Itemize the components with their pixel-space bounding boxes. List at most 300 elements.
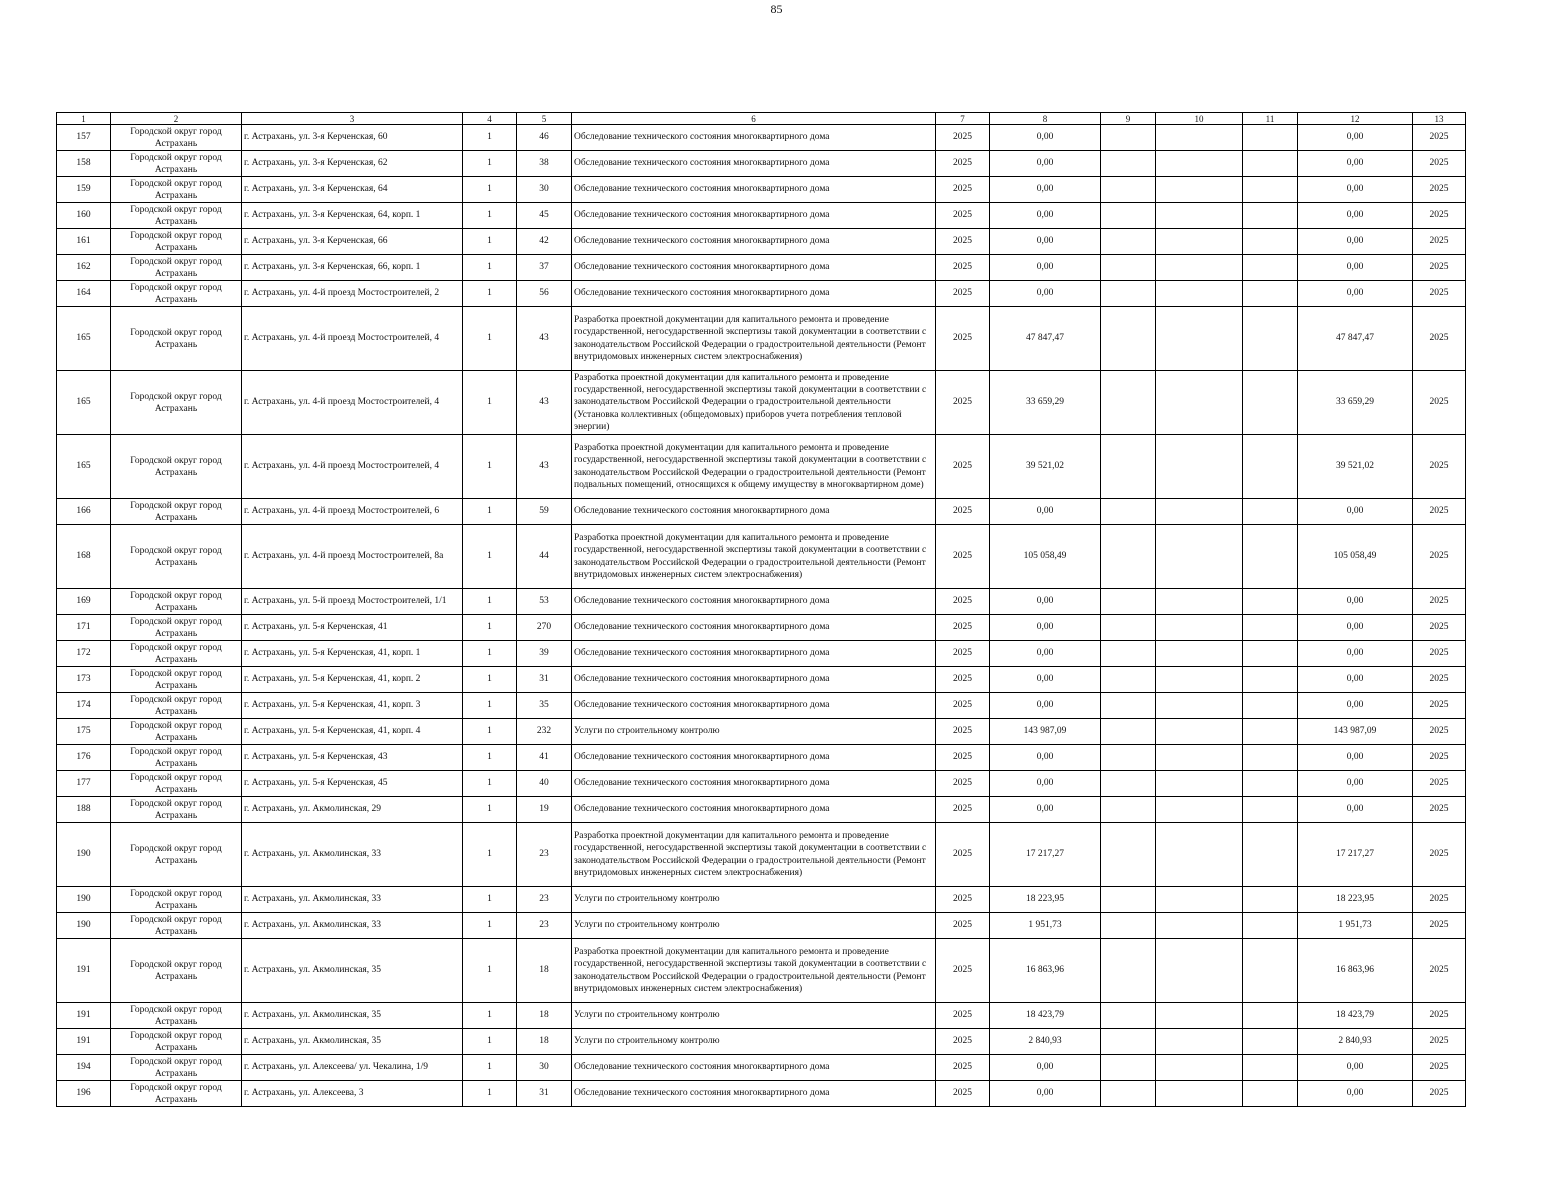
address-cell: г. Астрахань, ул. Акмолинская, 35 [242, 939, 463, 1003]
table-row [57, 1055, 1466, 1081]
cost-cell: 18 223,95 [990, 887, 1101, 913]
cost-cell: 0,00 [990, 589, 1101, 615]
col10-cell [1156, 693, 1243, 719]
col9-cell [1101, 525, 1156, 589]
address-cell: г. Астрахань, ул. 4-й проезд Мостостроителей, 4 [242, 307, 463, 371]
completion-year-cell: 2025 [1413, 151, 1466, 177]
cost-cell: 39 521,02 [990, 435, 1101, 499]
row-number-cell: 161 [57, 229, 111, 255]
table-row [57, 229, 1466, 255]
col9-cell [1101, 499, 1156, 525]
cost-cell: 0,00 [990, 693, 1101, 719]
cost-cell: 0,00 [990, 615, 1101, 641]
col5-cell: 45 [517, 203, 572, 229]
address-cell: г. Астрахань, ул. 4-й проезд Мостостроителей, 2 [242, 281, 463, 307]
column-number-3: 3 [242, 113, 463, 125]
col11-cell [1243, 887, 1298, 913]
address-cell: г. Астрахань, ул. Алексеева/ ул. Чекалина, 1/9 [242, 1055, 463, 1081]
table-row [57, 371, 1466, 435]
total-cost-cell: 0,00 [1298, 177, 1413, 203]
col11-cell [1243, 525, 1298, 589]
col5-cell: 53 [517, 589, 572, 615]
row-number-cell: 158 [57, 151, 111, 177]
year-cell: 2025 [936, 307, 990, 371]
address-cell: г. Астрахань, ул. 3-я Керченская, 62 [242, 151, 463, 177]
cost-cell: 0,00 [990, 255, 1101, 281]
column-number-7: 7 [936, 113, 990, 125]
col4-cell: 1 [463, 693, 517, 719]
work-type-cell: Разработка проектной документации для капитального ремонта и проведение государственной, негосударственной экспертизы такой документации в соответствии с законодательством Российской Федерации о градостроительной деятельности (Ремонт внутридомовых инженерных систем электроснабжения) [572, 823, 936, 887]
municipality-cell: Городской округ город Астрахань [111, 615, 242, 641]
column-number-5: 5 [517, 113, 572, 125]
col4-cell: 1 [463, 1029, 517, 1055]
col5-cell: 37 [517, 255, 572, 281]
col5-cell: 18 [517, 1003, 572, 1029]
work-type-cell: Обследование технического состояния многоквартирного дома [572, 1055, 936, 1081]
col9-cell [1101, 693, 1156, 719]
year-cell: 2025 [936, 1003, 990, 1029]
municipality-cell: Городской округ город Астрахань [111, 887, 242, 913]
work-type-cell: Разработка проектной документации для капитального ремонта и проведение государственной, негосударственной экспертизы такой документации в соответствии с законодательством Российской Федерации о градостроительной деятельности (Ремонт внутридомовых инженерных систем электроснабжения) [572, 307, 936, 371]
col10-cell [1156, 771, 1243, 797]
year-cell: 2025 [936, 125, 990, 151]
table-row [57, 1029, 1466, 1055]
col5-cell: 30 [517, 1055, 572, 1081]
completion-year-cell: 2025 [1413, 435, 1466, 499]
col10-cell [1156, 1081, 1243, 1107]
col11-cell [1243, 255, 1298, 281]
municipality-cell: Городской округ город Астрахань [111, 499, 242, 525]
col11-cell [1243, 229, 1298, 255]
total-cost-cell: 0,00 [1298, 589, 1413, 615]
municipality-cell: Городской округ город Астрахань [111, 823, 242, 887]
col5-cell: 23 [517, 913, 572, 939]
col10-cell [1156, 203, 1243, 229]
col5-cell: 18 [517, 939, 572, 1003]
col11-cell [1243, 177, 1298, 203]
address-cell: г. Астрахань, ул. Акмолинская, 33 [242, 913, 463, 939]
work-type-cell: Услуги по строительному контролю [572, 913, 936, 939]
column-number-8: 8 [990, 113, 1101, 125]
municipality-cell: Городской округ город Астрахань [111, 797, 242, 823]
completion-year-cell: 2025 [1413, 667, 1466, 693]
municipality-cell: Городской округ город Астрахань [111, 693, 242, 719]
col4-cell: 1 [463, 745, 517, 771]
column-number-11: 11 [1243, 113, 1298, 125]
row-number-cell: 160 [57, 203, 111, 229]
completion-year-cell: 2025 [1413, 913, 1466, 939]
col9-cell [1101, 589, 1156, 615]
cost-cell: 33 659,29 [990, 371, 1101, 435]
col4-cell: 1 [463, 255, 517, 281]
table-row [57, 281, 1466, 307]
work-type-cell: Обследование технического состояния многоквартирного дома [572, 667, 936, 693]
col4-cell: 1 [463, 125, 517, 151]
col9-cell [1101, 125, 1156, 151]
completion-year-cell: 2025 [1413, 615, 1466, 641]
col4-cell: 1 [463, 307, 517, 371]
municipality-cell: Городской округ город Астрахань [111, 1003, 242, 1029]
work-type-cell: Разработка проектной документации для капитального ремонта и проведение государственной, негосударственной экспертизы такой документации в соответствии с законодательством Российской Федерации о градостроительной деятельности (Ремонт подвальных помещений, относящихся к общему имуществу в многоквартирном доме) [572, 435, 936, 499]
col5-cell: 41 [517, 745, 572, 771]
municipality-cell: Городской округ город Астрахань [111, 125, 242, 151]
year-cell: 2025 [936, 499, 990, 525]
completion-year-cell: 2025 [1413, 823, 1466, 887]
col9-cell [1101, 371, 1156, 435]
municipality-cell: Городской округ город Астрахань [111, 255, 242, 281]
year-cell: 2025 [936, 615, 990, 641]
address-cell: г. Астрахань, ул. 4-й проезд Мостостроителей, 4 [242, 371, 463, 435]
row-number-cell: 162 [57, 255, 111, 281]
table-row [57, 203, 1466, 229]
work-type-cell: Обследование технического состояния многоквартирного дома [572, 229, 936, 255]
cost-cell: 47 847,47 [990, 307, 1101, 371]
col9-cell [1101, 1081, 1156, 1107]
table-row [57, 525, 1466, 589]
work-type-cell: Услуги по строительному контролю [572, 1029, 936, 1055]
work-type-cell: Обследование технического состояния многоквартирного дома [572, 797, 936, 823]
col11-cell [1243, 667, 1298, 693]
address-cell: г. Астрахань, ул. 4-й проезд Мостостроителей, 6 [242, 499, 463, 525]
col10-cell [1156, 939, 1243, 1003]
row-number-cell: 188 [57, 797, 111, 823]
address-cell: г. Астрахань, ул. 5-я Керченская, 41, корп. 1 [242, 641, 463, 667]
col4-cell: 1 [463, 499, 517, 525]
col11-cell [1243, 371, 1298, 435]
col5-cell: 40 [517, 771, 572, 797]
address-cell: г. Астрахань, ул. 5-я Керченская, 43 [242, 745, 463, 771]
total-cost-cell: 143 987,09 [1298, 719, 1413, 745]
total-cost-cell: 0,00 [1298, 797, 1413, 823]
row-number-cell: 165 [57, 371, 111, 435]
year-cell: 2025 [936, 719, 990, 745]
column-number-1: 1 [57, 113, 111, 125]
row-number-cell: 177 [57, 771, 111, 797]
address-cell: г. Астрахань, ул. 5-я Керченская, 41, корп. 3 [242, 693, 463, 719]
year-cell: 2025 [936, 151, 990, 177]
municipality-cell: Городской округ город Астрахань [111, 307, 242, 371]
total-cost-cell: 0,00 [1298, 771, 1413, 797]
col10-cell [1156, 641, 1243, 667]
cost-cell: 0,00 [990, 1055, 1101, 1081]
col4-cell: 1 [463, 151, 517, 177]
municipality-cell: Городской округ город Астрахань [111, 1029, 242, 1055]
completion-year-cell: 2025 [1413, 125, 1466, 151]
row-number-cell: 171 [57, 615, 111, 641]
total-cost-cell: 2 840,93 [1298, 1029, 1413, 1055]
completion-year-cell: 2025 [1413, 693, 1466, 719]
col11-cell [1243, 203, 1298, 229]
work-type-cell: Обследование технического состояния многоквартирного дома [572, 693, 936, 719]
col5-cell: 38 [517, 151, 572, 177]
col10-cell [1156, 823, 1243, 887]
total-cost-cell: 18 423,79 [1298, 1003, 1413, 1029]
col5-cell: 31 [517, 1081, 572, 1107]
cost-cell: 0,00 [990, 667, 1101, 693]
municipality-cell: Городской округ город Астрахань [111, 913, 242, 939]
col11-cell [1243, 939, 1298, 1003]
work-type-cell: Обследование технического состояния многоквартирного дома [572, 745, 936, 771]
row-number-cell: 159 [57, 177, 111, 203]
completion-year-cell: 2025 [1413, 719, 1466, 745]
table-row [57, 615, 1466, 641]
col5-cell: 30 [517, 177, 572, 203]
address-cell: г. Астрахань, ул. Акмолинская, 33 [242, 823, 463, 887]
col5-cell: 59 [517, 499, 572, 525]
col11-cell [1243, 1003, 1298, 1029]
col4-cell: 1 [463, 1081, 517, 1107]
col9-cell [1101, 745, 1156, 771]
col4-cell: 1 [463, 525, 517, 589]
col11-cell [1243, 499, 1298, 525]
col9-cell [1101, 435, 1156, 499]
page-number: 85 [770, 2, 783, 16]
work-type-cell: Разработка проектной документации для капитального ремонта и проведение государственной, негосударственной экспертизы такой документации в соответствии с законодательством Российской Федерации о градостроительной деятельности (Ремонт внутридомовых инженерных систем электроснабжения) [572, 939, 936, 1003]
col10-cell [1156, 887, 1243, 913]
col5-cell: 270 [517, 615, 572, 641]
year-cell: 2025 [936, 203, 990, 229]
col5-cell: 232 [517, 719, 572, 745]
completion-year-cell: 2025 [1413, 229, 1466, 255]
cost-cell: 143 987,09 [990, 719, 1101, 745]
col4-cell: 1 [463, 229, 517, 255]
work-type-cell: Услуги по строительному контролю [572, 719, 936, 745]
year-cell: 2025 [936, 525, 990, 589]
municipality-cell: Городской округ город Астрахань [111, 371, 242, 435]
year-cell: 2025 [936, 693, 990, 719]
year-cell: 2025 [936, 1081, 990, 1107]
row-number-cell: 191 [57, 1003, 111, 1029]
col9-cell [1101, 719, 1156, 745]
address-cell: г. Астрахань, ул. 3-я Керченская, 64 [242, 177, 463, 203]
cost-cell: 1 951,73 [990, 913, 1101, 939]
total-cost-cell: 0,00 [1298, 641, 1413, 667]
total-cost-cell: 0,00 [1298, 151, 1413, 177]
row-number-cell: 164 [57, 281, 111, 307]
col10-cell [1156, 589, 1243, 615]
work-type-cell: Разработка проектной документации для капитального ремонта и проведение государственной, негосударственной экспертизы такой документации в соответствии с законодательством Российской Федерации о градостроительной деятельности (Ремонт внутридомовых инженерных систем электроснабжения) [572, 525, 936, 589]
total-cost-cell: 1 951,73 [1298, 913, 1413, 939]
address-cell: г. Астрахань, ул. Акмолинская, 33 [242, 887, 463, 913]
completion-year-cell: 2025 [1413, 177, 1466, 203]
table-row [57, 151, 1466, 177]
total-cost-cell: 0,00 [1298, 745, 1413, 771]
address-cell: г. Астрахань, ул. Алексеева, 3 [242, 1081, 463, 1107]
col4-cell: 1 [463, 939, 517, 1003]
address-cell: г. Астрахань, ул. 5-я Керченская, 41 [242, 615, 463, 641]
row-number-cell: 165 [57, 307, 111, 371]
row-number-cell: 190 [57, 823, 111, 887]
address-cell: г. Астрахань, ул. 4-й проезд Мостостроителей, 4 [242, 435, 463, 499]
cost-cell: 0,00 [990, 125, 1101, 151]
col11-cell [1243, 823, 1298, 887]
col11-cell [1243, 693, 1298, 719]
cost-cell: 0,00 [990, 177, 1101, 203]
address-cell: г. Астрахань, ул. 3-я Керченская, 66, корп. 1 [242, 255, 463, 281]
address-cell: г. Астрахань, ул. Акмолинская, 29 [242, 797, 463, 823]
col9-cell [1101, 887, 1156, 913]
col4-cell: 1 [463, 203, 517, 229]
table-row [57, 693, 1466, 719]
completion-year-cell: 2025 [1413, 281, 1466, 307]
table-row [57, 939, 1466, 1003]
work-type-cell: Обследование технического состояния многоквартирного дома [572, 281, 936, 307]
work-type-cell: Обследование технического состояния многоквартирного дома [572, 177, 936, 203]
col9-cell [1101, 255, 1156, 281]
completion-year-cell: 2025 [1413, 797, 1466, 823]
cost-cell: 0,00 [990, 1081, 1101, 1107]
col5-cell: 18 [517, 1029, 572, 1055]
column-number-12: 12 [1298, 113, 1413, 125]
year-cell: 2025 [936, 745, 990, 771]
col4-cell: 1 [463, 589, 517, 615]
col5-cell: 46 [517, 125, 572, 151]
completion-year-cell: 2025 [1413, 203, 1466, 229]
col10-cell [1156, 281, 1243, 307]
total-cost-cell: 0,00 [1298, 1055, 1413, 1081]
col10-cell [1156, 125, 1243, 151]
col11-cell [1243, 151, 1298, 177]
table-row [57, 589, 1466, 615]
col9-cell [1101, 615, 1156, 641]
col10-cell [1156, 371, 1243, 435]
row-number-cell: 165 [57, 435, 111, 499]
col9-cell [1101, 1029, 1156, 1055]
completion-year-cell: 2025 [1413, 641, 1466, 667]
col5-cell: 56 [517, 281, 572, 307]
year-cell: 2025 [936, 371, 990, 435]
table-row [57, 667, 1466, 693]
table-row [57, 641, 1466, 667]
col4-cell: 1 [463, 615, 517, 641]
cost-cell: 2 840,93 [990, 1029, 1101, 1055]
total-cost-cell: 47 847,47 [1298, 307, 1413, 371]
row-number-cell: 191 [57, 1029, 111, 1055]
table-row [57, 1081, 1466, 1107]
completion-year-cell: 2025 [1413, 307, 1466, 371]
col10-cell [1156, 1055, 1243, 1081]
cost-cell: 0,00 [990, 499, 1101, 525]
completion-year-cell: 2025 [1413, 255, 1466, 281]
col5-cell: 31 [517, 667, 572, 693]
year-cell: 2025 [936, 797, 990, 823]
col11-cell [1243, 307, 1298, 371]
row-number-cell: 191 [57, 939, 111, 1003]
total-cost-cell: 18 223,95 [1298, 887, 1413, 913]
row-number-cell: 168 [57, 525, 111, 589]
table-row [57, 125, 1466, 151]
work-type-cell: Обследование технического состояния многоквартирного дома [572, 641, 936, 667]
col9-cell [1101, 229, 1156, 255]
col4-cell: 1 [463, 435, 517, 499]
completion-year-cell: 2025 [1413, 1003, 1466, 1029]
cost-cell: 0,00 [990, 771, 1101, 797]
row-number-cell: 169 [57, 589, 111, 615]
year-cell: 2025 [936, 229, 990, 255]
total-cost-cell: 16 863,96 [1298, 939, 1413, 1003]
col9-cell [1101, 667, 1156, 693]
col11-cell [1243, 913, 1298, 939]
table-row [57, 307, 1466, 371]
col11-cell [1243, 1055, 1298, 1081]
col10-cell [1156, 255, 1243, 281]
table-row [57, 771, 1466, 797]
address-cell: г. Астрахань, ул. 5-я Керченская, 41, корп. 2 [242, 667, 463, 693]
row-number-cell: 173 [57, 667, 111, 693]
work-type-cell: Обследование технического состояния многоквартирного дома [572, 771, 936, 797]
col11-cell [1243, 719, 1298, 745]
col9-cell [1101, 939, 1156, 1003]
col11-cell [1243, 589, 1298, 615]
address-cell: г. Астрахань, ул. Акмолинская, 35 [242, 1029, 463, 1055]
municipality-cell: Городской округ город Астрахань [111, 177, 242, 203]
cost-cell: 17 217,27 [990, 823, 1101, 887]
total-cost-cell: 33 659,29 [1298, 371, 1413, 435]
address-cell: г. Астрахань, ул. 3-я Керченская, 60 [242, 125, 463, 151]
capital-repair-table [56, 112, 1466, 1107]
col9-cell [1101, 151, 1156, 177]
col10-cell [1156, 745, 1243, 771]
work-type-cell: Услуги по строительному контролю [572, 1003, 936, 1029]
col11-cell [1243, 641, 1298, 667]
col5-cell: 23 [517, 887, 572, 913]
work-type-cell: Обследование технического состояния многоквартирного дома [572, 1081, 936, 1107]
work-type-cell: Обследование технического состояния многоквартирного дома [572, 499, 936, 525]
work-type-cell: Услуги по строительному контролю [572, 887, 936, 913]
col11-cell [1243, 797, 1298, 823]
column-number-6: 6 [572, 113, 936, 125]
work-type-cell: Обследование технического состояния многоквартирного дома [572, 125, 936, 151]
table-row [57, 499, 1466, 525]
municipality-cell: Городской округ город Астрахань [111, 525, 242, 589]
col9-cell [1101, 203, 1156, 229]
col5-cell: 23 [517, 823, 572, 887]
col10-cell [1156, 307, 1243, 371]
total-cost-cell: 0,00 [1298, 125, 1413, 151]
col5-cell: 35 [517, 693, 572, 719]
cost-cell: 0,00 [990, 229, 1101, 255]
row-number-cell: 190 [57, 913, 111, 939]
completion-year-cell: 2025 [1413, 371, 1466, 435]
work-type-cell: Разработка проектной документации для капитального ремонта и проведение государственной, негосударственной экспертизы такой документации в соответствии с законодательством Российской Федерации о градостроительной деятельности (Установка коллективных (общедомовых) приборов учета потребления тепловой энергии) [572, 371, 936, 435]
year-cell: 2025 [936, 255, 990, 281]
cost-cell: 0,00 [990, 745, 1101, 771]
row-number-cell: 190 [57, 887, 111, 913]
col10-cell [1156, 499, 1243, 525]
col10-cell [1156, 913, 1243, 939]
work-type-cell: Обследование технического состояния многоквартирного дома [572, 203, 936, 229]
col10-cell [1156, 1003, 1243, 1029]
col4-cell: 1 [463, 771, 517, 797]
total-cost-cell: 0,00 [1298, 693, 1413, 719]
total-cost-cell: 0,00 [1298, 255, 1413, 281]
completion-year-cell: 2025 [1413, 939, 1466, 1003]
work-type-cell: Обследование технического состояния многоквартирного дома [572, 615, 936, 641]
year-cell: 2025 [936, 887, 990, 913]
table-row [57, 823, 1466, 887]
year-cell: 2025 [936, 177, 990, 203]
municipality-cell: Городской округ город Астрахань [111, 1055, 242, 1081]
col9-cell [1101, 797, 1156, 823]
table-row [57, 719, 1466, 745]
col11-cell [1243, 125, 1298, 151]
address-cell: г. Астрахань, ул. 3-я Керченская, 64, корп. 1 [242, 203, 463, 229]
total-cost-cell: 0,00 [1298, 281, 1413, 307]
col9-cell [1101, 1003, 1156, 1029]
column-number-2: 2 [111, 113, 242, 125]
municipality-cell: Городской округ город Астрахань [111, 203, 242, 229]
municipality-cell: Городской округ город Астрахань [111, 151, 242, 177]
